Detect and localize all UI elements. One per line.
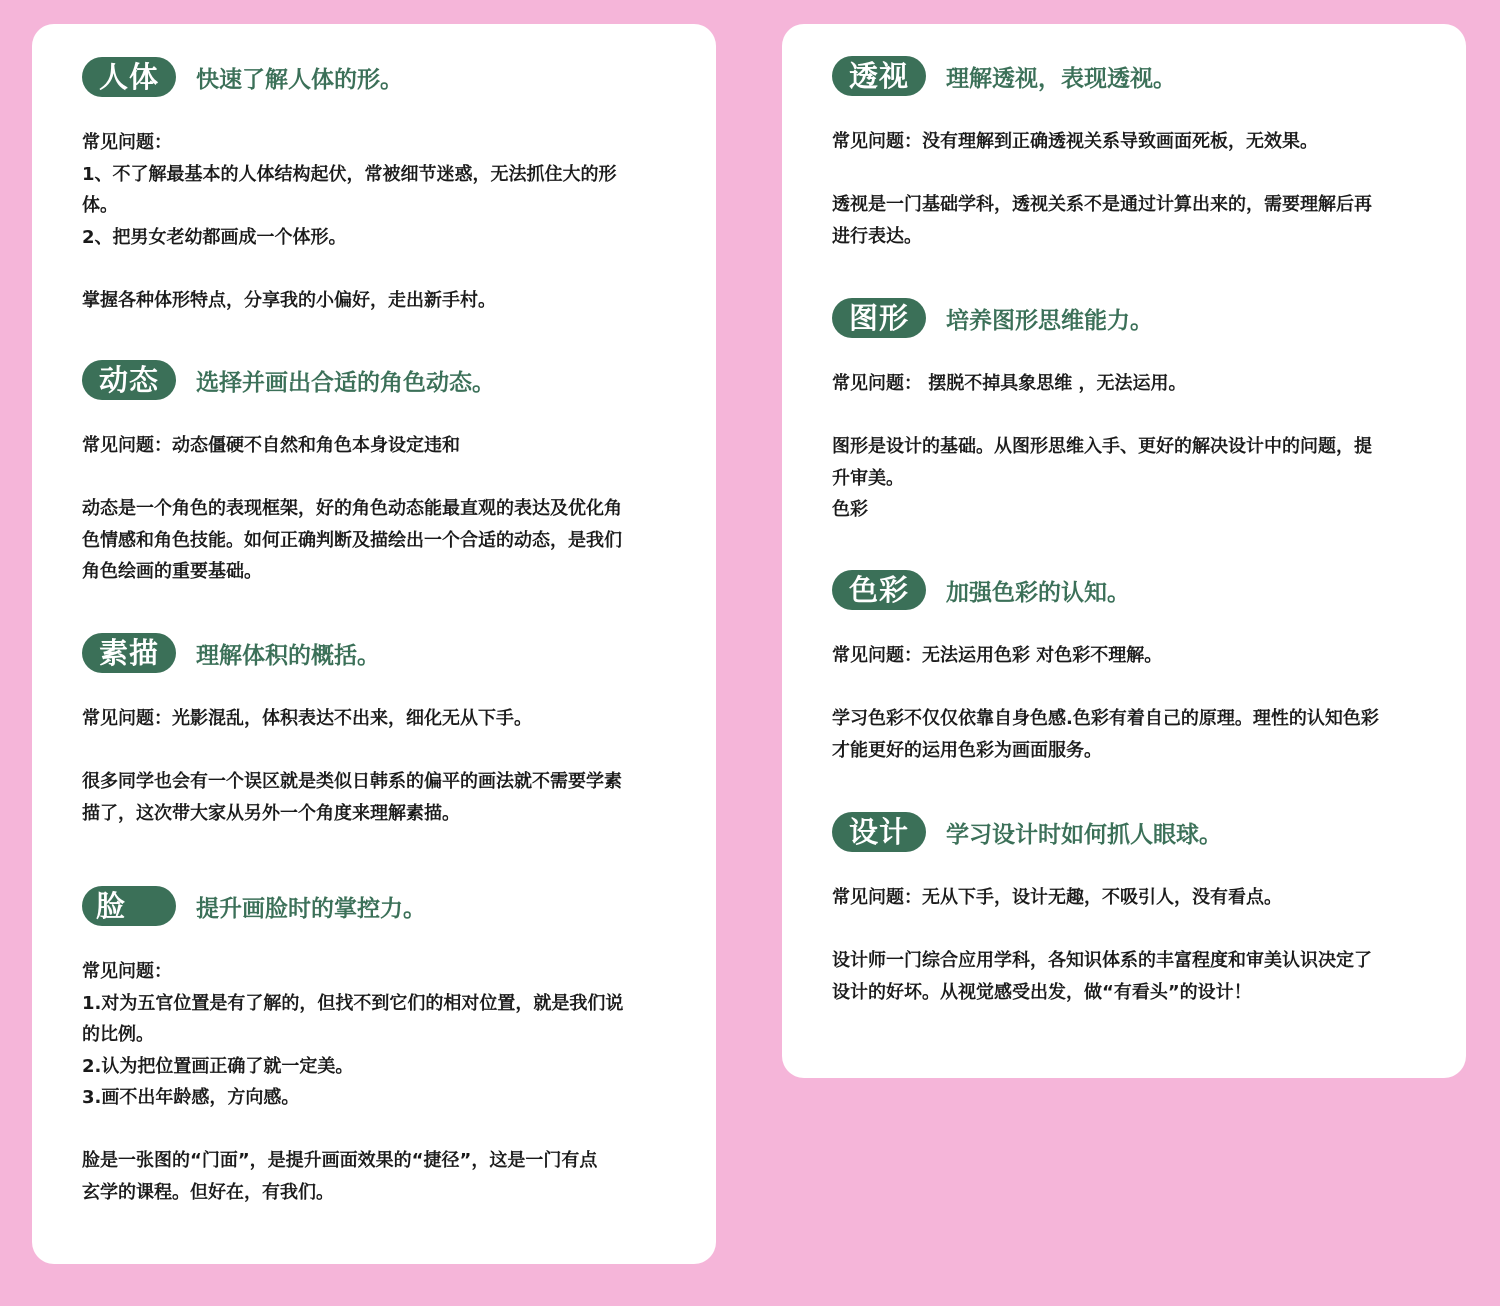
description-line: 很多同学也会有一个误区就是类似日韩系的偏平的画法就不需要学素: [82, 771, 622, 792]
section-body: [82, 430, 686, 588]
description-line: 动态是一个角色的表现框架，好的角色动态能最直观的表达及优化角: [82, 498, 622, 519]
section-tagline: 加强色彩的认知。: [946, 579, 1130, 606]
description-line: 学习色彩不仅仅依靠自身色感.色彩有着自己的原理。理性的认知色彩: [832, 708, 1379, 729]
section-body: [82, 127, 686, 316]
section-tagline: 理解体积的概括。: [196, 642, 380, 669]
question-line: 1.对为五官位置是有了解的，但找不到它们的相对位置，就是我们说: [82, 992, 624, 1014]
question-line: 常见问题： 摆脱不掉具象思维 ，无法运用。: [832, 373, 1187, 394]
question-line: 3.画不出年龄感，方向感。: [82, 1087, 300, 1108]
question-line: 常见问题：无从下手，设计无趣，不吸引人，没有看点。: [832, 887, 1282, 908]
section-tagline: 快速了解人体的形。: [196, 66, 403, 93]
section-lian: [82, 886, 686, 1208]
section-tagline: 培养图形思维能力。: [946, 307, 1153, 334]
section-tag: 透视: [832, 56, 926, 96]
section-sumiao: [82, 633, 686, 829]
question-label: 常见问题：: [82, 132, 172, 153]
question-line: 体。: [82, 195, 118, 216]
description-line: 脸是一张图的“门面”，是提升画面效果的“捷径”，这是一门有点: [82, 1150, 598, 1171]
section-body: [82, 956, 686, 1208]
description-line: 才能更好的运用色彩为画面服务。: [832, 739, 1102, 761]
question-line: 常见问题：无法运用色彩 对色彩不理解。: [832, 645, 1163, 666]
section-tuxing: [832, 298, 1436, 526]
left-card: [32, 24, 716, 1264]
section-header: [82, 360, 686, 400]
section-tag: 色彩: [832, 570, 926, 610]
section-renti: [82, 57, 686, 316]
section-tagline: 理解透视，表现透视。: [946, 65, 1176, 92]
question-line: 2、把男女老幼都画成一个体形。: [82, 226, 347, 248]
section-tagline: 选择并画出合适的角色动态。: [196, 369, 495, 396]
section-tag: 图形: [832, 298, 926, 338]
question-label: 常见问题：: [82, 961, 172, 982]
description-line: 角色绘画的重要基础。: [82, 561, 262, 582]
description-line: 图形是设计的基础。从图形思维入手、更好的解决设计中的问题，提: [832, 436, 1372, 457]
section-tagline: 提升画脸时的掌控力。: [196, 895, 426, 922]
description-line: 透视是一门基础学科，透视关系不是通过计算出来的，需要理解后再: [832, 194, 1372, 215]
question-line: 1、不了解最基本的人体结构起伏，常被细节迷惑，无法抓住大的形: [82, 163, 617, 185]
section-tag: 人体: [82, 57, 176, 97]
section-header: [832, 56, 1436, 96]
section-header: [82, 633, 686, 673]
section-body: [832, 640, 1436, 766]
question-line: 的比例。: [82, 1024, 154, 1045]
description-line: 描了，这次带大家从另外一个角度来理解素描。: [82, 802, 460, 824]
question-line: 常见问题：没有理解到正确透视关系导致画面死板，无效果。: [832, 131, 1318, 152]
description-line: 设计师一门综合应用学科，各知识体系的丰富程度和审美认识决定了: [832, 950, 1372, 971]
section-toushi: [832, 56, 1436, 252]
section-body: [82, 703, 686, 829]
section-body: [832, 368, 1436, 526]
section-header: [82, 57, 686, 97]
section-header: [832, 570, 1436, 610]
right-card: [782, 24, 1466, 1078]
description-line: 进行表达。: [832, 225, 922, 247]
question-line: 常见问题：光影混乱，体积表达不出来，细化无从下手。: [82, 708, 532, 729]
description-line: 玄学的课程。但好在，有我们。: [82, 1181, 334, 1203]
description-line: 掌握各种体形特点，分享我的小偏好，走出新手村。: [82, 289, 496, 311]
section-body: [832, 126, 1436, 252]
question-line: 常见问题：动态僵硬不自然和角色本身设定违和: [82, 435, 460, 456]
section-header: [832, 298, 1436, 338]
section-tag: 动态: [82, 360, 176, 400]
section-tag: 脸: [82, 886, 176, 926]
description-line: 设计的好坏。从视觉感受出发，做“有看头”的设计！: [832, 981, 1252, 1003]
section-body: [832, 882, 1436, 1008]
section-dongtai: [82, 360, 686, 588]
section-secai: [832, 570, 1436, 766]
question-line: 2.认为把位置画正确了就一定美。: [82, 1055, 354, 1077]
description-line: 色情感和角色技能。如何正确判断及描绘出一个合适的动态，是我们: [82, 529, 622, 551]
section-tag: 素描: [82, 633, 176, 673]
section-header: [82, 886, 686, 926]
description-line: 升审美。: [832, 467, 904, 489]
description-line: 色彩: [832, 499, 868, 520]
section-tag: 设计: [832, 812, 926, 852]
section-tagline: 学习设计时如何抓人眼球。: [946, 821, 1222, 848]
section-header: [832, 812, 1436, 852]
section-sheji: [832, 812, 1436, 1008]
